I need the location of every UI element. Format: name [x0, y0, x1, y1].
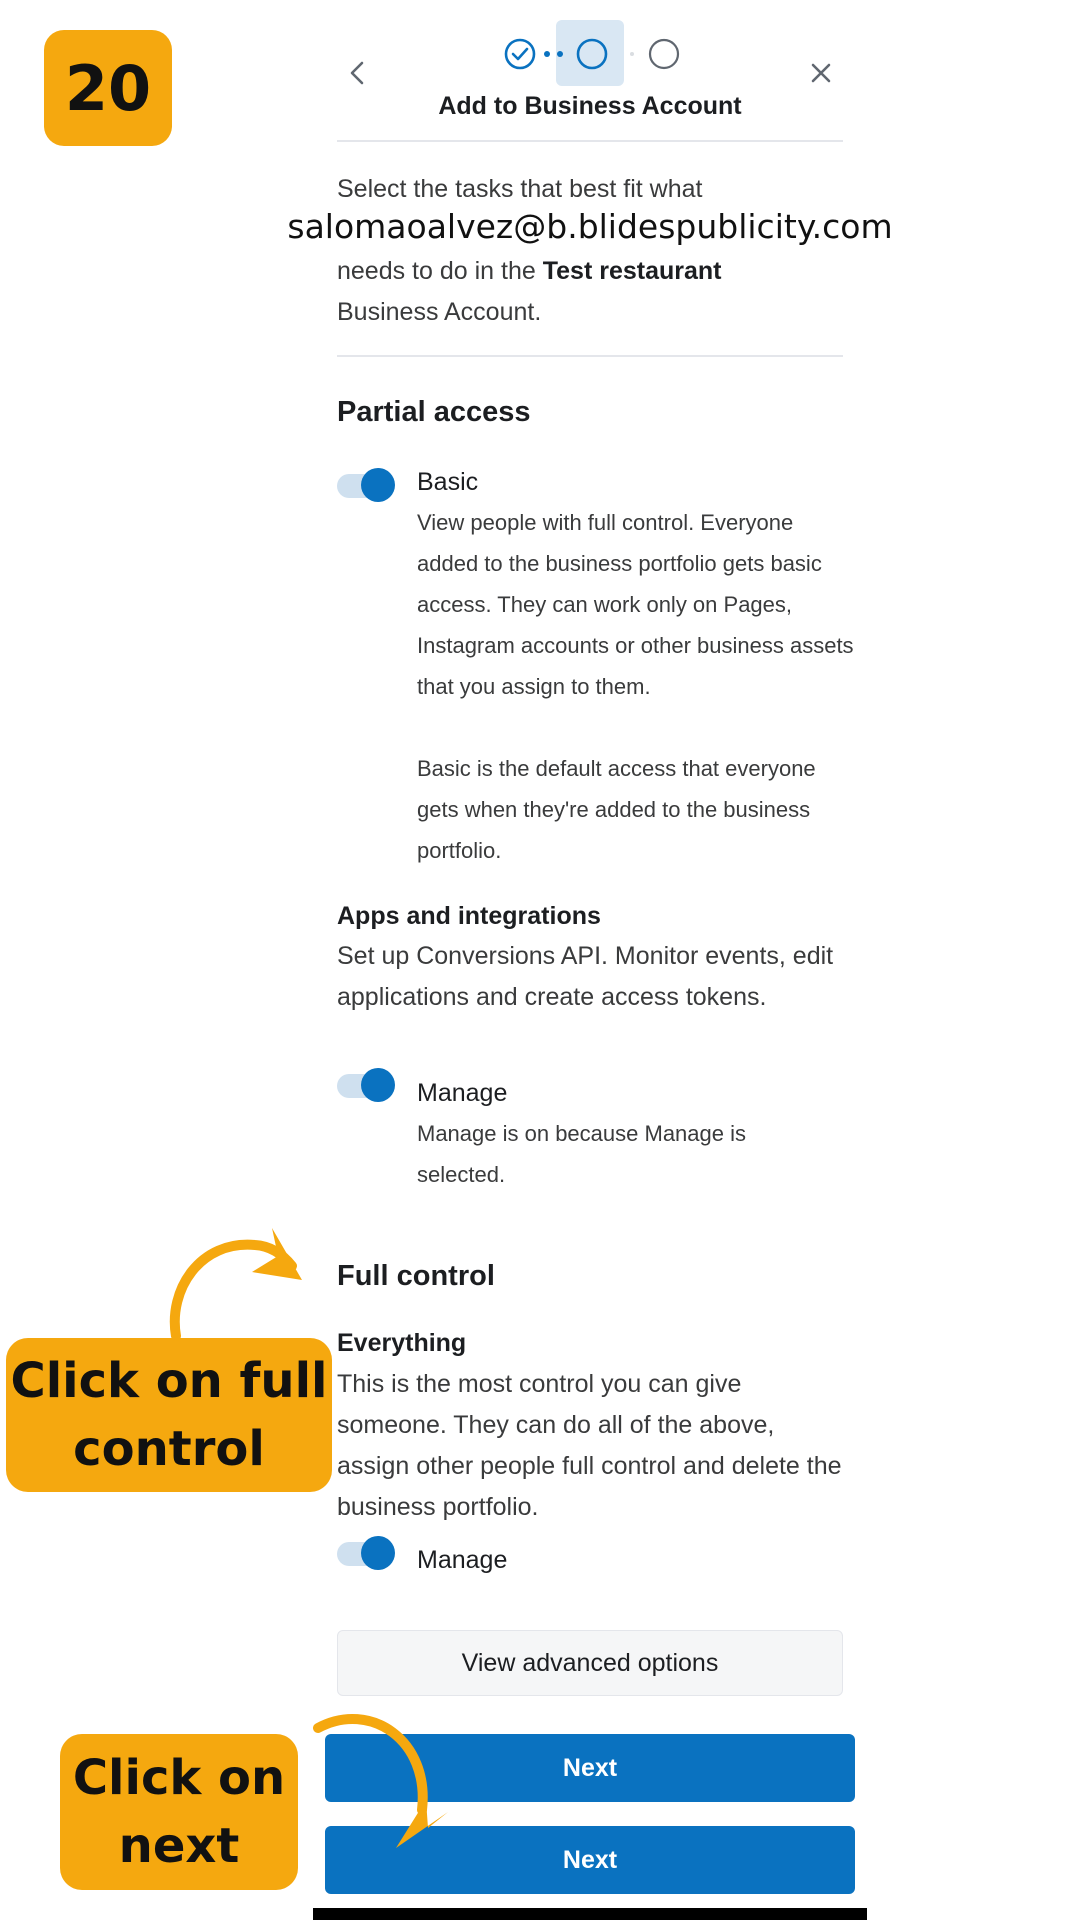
- intro-line-4: Business Account.: [337, 298, 542, 326]
- callout-full-control: Click on full control: [6, 1338, 332, 1492]
- next-button-primary[interactable]: Next: [325, 1734, 855, 1802]
- apps-integrations-title: Apps and integrations: [337, 902, 601, 930]
- basic-description: View people with full control. Everyone added to the business portfolio gets basic access. They can work only on Pages, Instagram accounts or other business assets that you assign to them.: [417, 510, 854, 699]
- partial-access-title: Partial access: [337, 396, 531, 428]
- view-advanced-options-button[interactable]: View advanced options: [337, 1630, 843, 1696]
- basic-note: Basic is the default access that everyone gets when they're added to the business portfolio.: [417, 756, 816, 863]
- user-email: salomaoalvez@b.blidespublicity.com: [287, 207, 893, 246]
- next-button-secondary[interactable]: Next: [325, 1826, 855, 1894]
- apps-manage-note: Manage is on because Manage is selected.: [417, 1121, 746, 1187]
- dialog-title: Add to Business Account: [438, 92, 742, 120]
- full-control-title: Full control: [337, 1260, 495, 1292]
- intro-line-3-prefix: needs to do in the: [337, 257, 543, 285]
- full-control-manage-label: Manage: [417, 1546, 508, 1574]
- business-name: Test restaurant: [542, 257, 722, 285]
- basic-label: Basic: [417, 468, 479, 496]
- apps-integrations-description: Set up Conversions API. Monitor events, edit applications and create access tokens.: [337, 942, 834, 1011]
- full-control-description: This is the most control you can give someone. They can do all of the above, assign other people full control and delete the business portfolio.: [337, 1370, 842, 1521]
- callout-next: Click on next: [60, 1734, 298, 1890]
- everything-title: Everything: [337, 1329, 467, 1357]
- step-number-badge: 20: [44, 30, 172, 146]
- apps-manage-label: Manage: [417, 1079, 508, 1107]
- intro-line-1: Select the tasks that best fit what: [337, 175, 703, 203]
